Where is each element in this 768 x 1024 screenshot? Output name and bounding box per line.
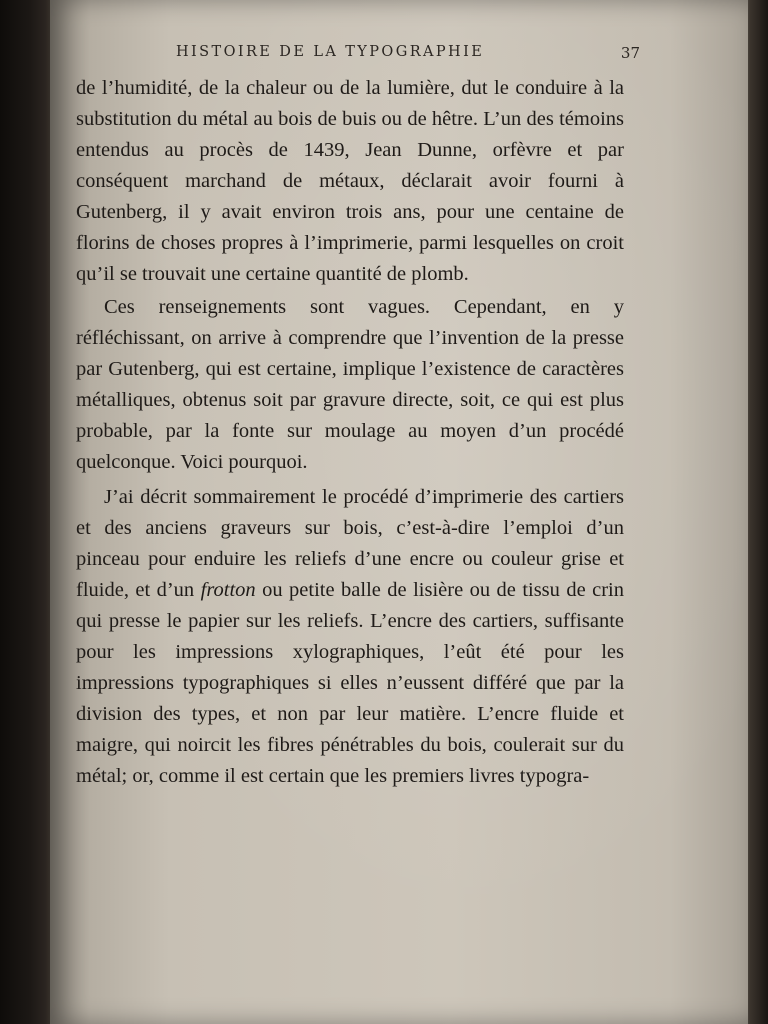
book-page	[50, 0, 748, 1024]
running-title: HISTOIRE DE LA TYPOGRAPHIE	[176, 44, 485, 60]
page-number: 37	[620, 44, 640, 62]
italic-term: frotton	[200, 579, 256, 601]
paragraph-3	[76, 482, 624, 792]
body-text	[76, 73, 624, 792]
paragraph-2: Ces renseignements sont vagues. Cependant, en y réfléchissant, on arrive à comprendre que l’invention de la presse par Gutenberg, qui est certaine, implique l’existence de caractères métalliques, obtenus soit par gravure directe, soit, ce qui est plus probable, par la fonte sur moulage au moyen d’un procédé quelconque. Voici pourquoi.	[76, 296, 624, 473]
paragraph-3-part-1: J’ai décrit sommairement le procédé d’imprimerie des cartiers et des anciens graveurs sur bois, c’est-à-dire l’emploi d’un pinceau pour enduire les reliefs d’une encre ou couleur grise et fluide, et d’un	[76, 486, 624, 601]
paragraph-3-part-2: ou petite balle de lisière ou de tissu de crin qui presse le papier sur les reliefs. L’encre des cartiers, suffisante pour les impressions xylographiques, l’eût été pour les impressions typographiques si elles n’eussent différé que par la division des types, et non par leur matière. L’encre fluide et maigre, qui noircit les fibres pénétrables du bois, coulerait sur du métal; or, comme il est certain que les premiers livres typogra-	[76, 579, 624, 787]
running-header	[176, 44, 640, 68]
paragraph-1: de l’humidité, de la chaleur ou de la lumière, dut le conduire à la substitution du métal au bois de buis ou de hêtre. L’un des témoins entendus au procès de 1439, Jean Dunne, orfèvre et par conséquent marchand de métaux, déclarait avoir fourni à Gutenberg, il y avait environ trois ans, pour une centaine de florins de choses propres à l’imprimerie, parmi lesquelles on croit qu’il se trouvait une certaine quantité de plomb.	[76, 77, 624, 285]
